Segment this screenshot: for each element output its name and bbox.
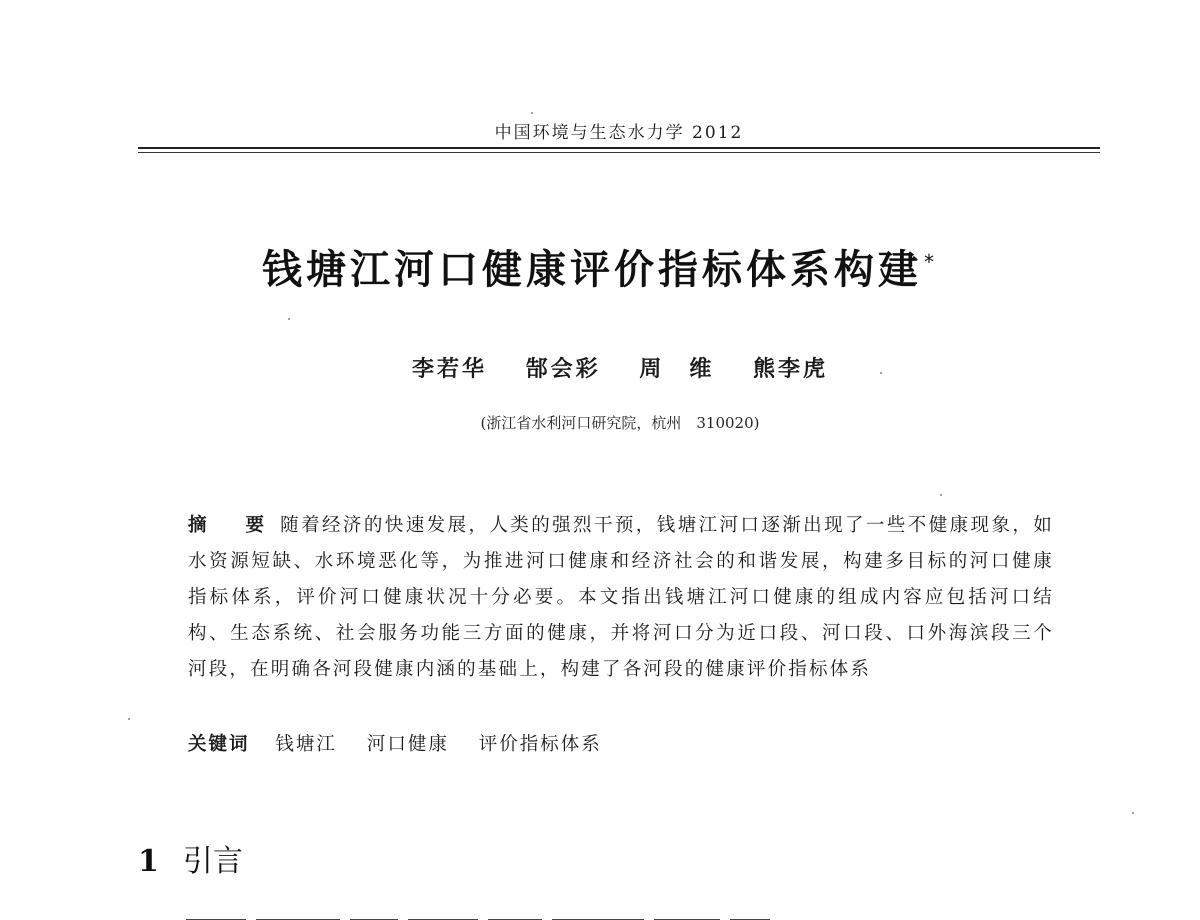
author-name: 李若华 <box>411 356 487 382</box>
keyword: 钱塘江 <box>275 734 337 755</box>
header-rule-thick <box>138 147 1100 149</box>
keyword: 河口健康 <box>366 734 449 755</box>
header-rule-thin <box>138 152 1100 153</box>
scan-speck <box>531 112 533 114</box>
keywords <box>188 730 1054 756</box>
scan-speck <box>880 372 882 374</box>
author-affiliation: (浙江省水利河口研究院，杭州 310020) <box>480 414 760 432</box>
abstract-text: 随着经济的快速发展，人类的强烈干预，钱塘江河口逐渐出现了一些不健康现象，如水资源短缺、水环境恶化等，为推进河口健康和经济社会的和谐发展，构建多目标的河口健康指标体系，评价河口健康状况十分必要。本文指出钱塘江河口健康的组成内容应包括河口结构、生态系统、社会服务功能三方面的健康，并将河口分为近口段、河口段、口外海滨段三个河段，在明确各河段健康内涵的基础上，构建了各河段的健康评价指标体系 <box>188 515 1054 680</box>
paper-title-text: 钱塘江河口健康评价指标体系构建 <box>262 247 922 293</box>
author-list <box>300 352 940 383</box>
scan-speck <box>128 718 130 720</box>
keywords-label: 关键词 <box>188 734 250 755</box>
running-header: 中国环境与生态水力学 2012 <box>494 123 744 143</box>
author-name: 郜会彩 <box>525 356 601 382</box>
abstract-label: 摘 要 <box>188 515 275 536</box>
section-title: 引言 <box>182 844 243 879</box>
author-name: 周 维 <box>639 356 715 382</box>
paper-title <box>180 238 1020 295</box>
scan-speck <box>940 494 942 496</box>
cropped-text-line <box>186 912 796 920</box>
scan-speck <box>288 318 290 320</box>
abstract <box>188 508 1054 688</box>
author-name: 熊李虎 <box>753 356 829 382</box>
title-footnote-marker: * <box>924 249 938 274</box>
keyword: 评价指标体系 <box>478 734 602 755</box>
scan-speck <box>1132 812 1134 814</box>
section-number: 1 <box>138 844 159 879</box>
section-heading <box>138 836 243 880</box>
